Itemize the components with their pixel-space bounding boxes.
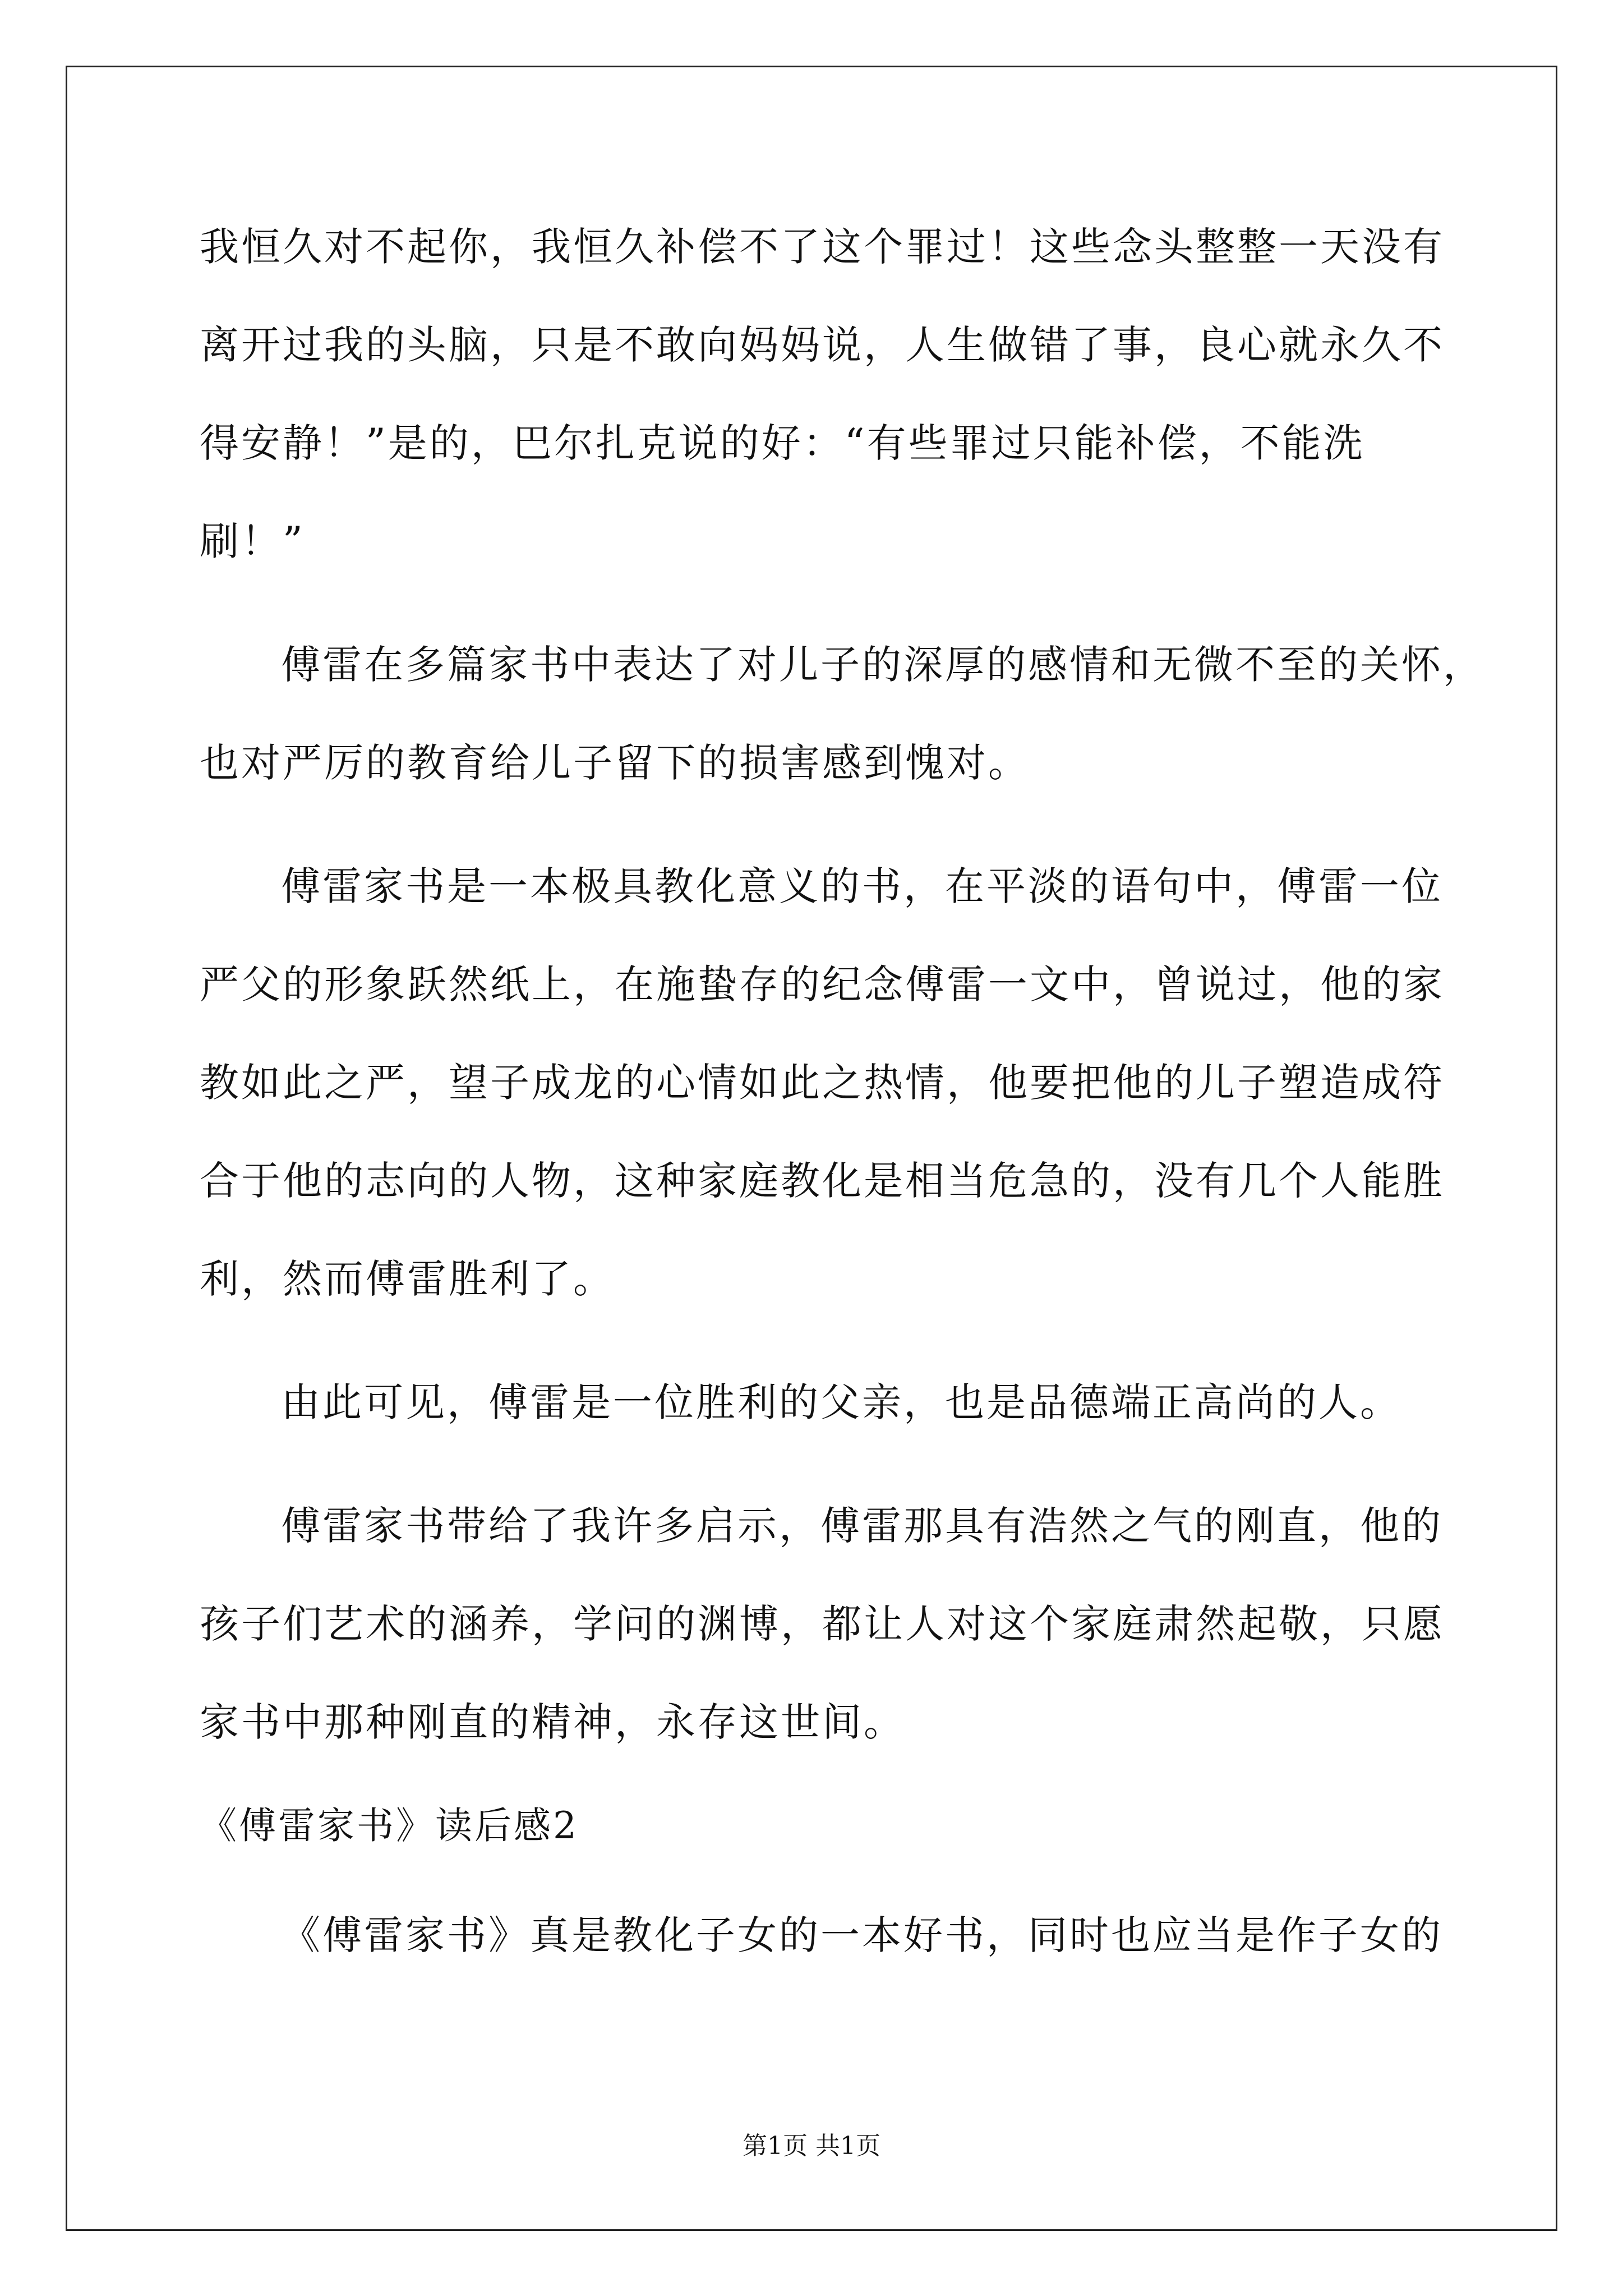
text-line: 利，然而傅雷胜利了。 (200, 1256, 615, 1302)
text-line: 孩子们艺术的涵养，学问的渊博，都让人对这个家庭肃然起敬，只愿 (200, 1601, 1445, 1647)
text-line: 严父的形象跃然纸上，在施蛰存的纪念傅雷一文中，曾说过，他的家 (200, 961, 1445, 1007)
section-heading: 《傅雷家书》读后感2 (200, 1804, 579, 1847)
text-line: 傅雷家书是一本极具教化意义的书，在平淡的语句中，傅雷一位 (281, 863, 1443, 909)
text-line: 傅雷家书带给了我许多启示，傅雷那具有浩然之气的刚直，他的 (281, 1503, 1443, 1549)
text-line: 得安静！”是的，巴尔扎克说的好：“有些罪过只能补偿，不能洗 (200, 420, 1365, 466)
text-line: 合于他的志向的人物，这种家庭教化是相当危急的，没有几个人能胜 (200, 1158, 1445, 1204)
text-line: 《傅雷家书》真是教化子女的一本好书，同时也应当是作子女的 (281, 1912, 1443, 1958)
page-footer: 第1页 共1页 (743, 2132, 880, 2160)
text-line: 我恒久对不起你，我恒久补偿不了这个罪过！这些念头整整一天没有 (200, 224, 1445, 270)
text-line: 离开过我的头脑，只是不敢向妈妈说，人生做错了事，良心就永久不 (200, 322, 1445, 368)
text-line: 刷！” (200, 518, 305, 564)
page-border (66, 66, 1557, 2231)
text-line: 由此可见，傅雷是一位胜利的父亲，也是品德端正高尚的人。 (281, 1379, 1401, 1425)
text-line: 傅雷在多篇家书中表达了对儿子的深厚的感情和无微不至的关怀， (281, 642, 1484, 688)
text-line: 教如此之严，望子成龙的心情如此之热情，他要把他的儿子塑造成符 (200, 1060, 1445, 1106)
text-line: 也对严厉的教育给儿子留下的损害感到愧对。 (200, 740, 1030, 786)
text-line: 家书中那种刚直的精神，永存这世间。 (200, 1699, 905, 1745)
